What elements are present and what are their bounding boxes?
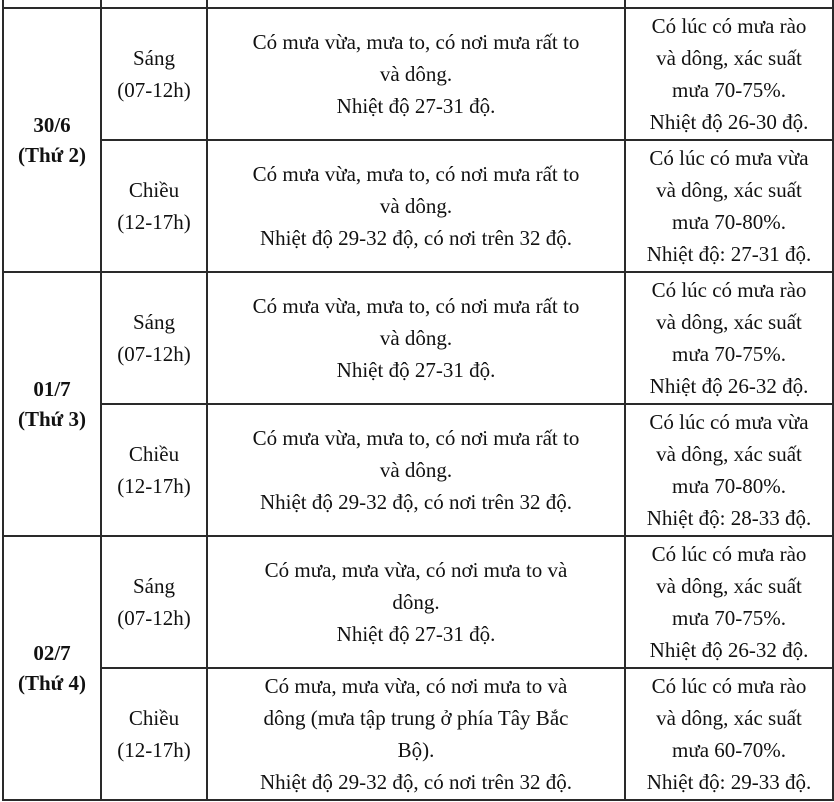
forecast-line: mưa 70-80%. [671,210,787,234]
weather-line: Nhiệt độ 27-31 độ. [336,622,496,646]
weather-line: và dông. [379,458,453,482]
weather-line: dông (mưa tập trung ở phía Tây Bắc [263,706,569,730]
weather-line: Nhiệt độ 27-31 độ. [336,94,496,118]
period-hours: (07-12h) [117,78,191,102]
forecast-cell [625,404,833,536]
forecast-line: và dông, xác suất [656,442,802,466]
forecast-line: Có lúc có mưa vừa [649,146,809,170]
forecast-line: Nhiệt độ: 28-33 độ. [646,506,812,530]
weather-line: dông. [392,590,440,614]
forecast-line: và dông, xác suất [656,706,802,730]
spacer-cell [207,0,625,8]
period-hours: (07-12h) [117,342,191,366]
table-row [3,668,833,800]
period-label: Chiều [128,442,180,466]
table-row [3,8,833,140]
forecast-line: Có lúc có mưa rào [651,278,807,302]
forecast-line: mưa 70-75%. [671,78,787,102]
day-date: 01/7 [33,377,71,401]
weather-line: Có mưa vừa, mưa to, có nơi mưa rất to [252,30,580,54]
forecast-cell [625,272,833,404]
day-cell [3,8,101,272]
spacer-cell [625,0,833,8]
forecast-line: và dông, xác suất [656,310,802,334]
table-row [3,404,833,536]
period-hours: (12-17h) [117,738,191,762]
weather-cell [207,404,625,536]
forecast-line: Có lúc có mưa vừa [649,410,809,434]
day-cell [3,536,101,800]
forecast-line: Có lúc có mưa rào [651,674,807,698]
forecast-cell [625,668,833,800]
forecast-line: Nhiệt độ 26-30 độ. [649,110,809,134]
weather-line: và dông. [379,326,453,350]
forecast-line: và dông, xác suất [656,178,802,202]
table-row [3,140,833,272]
forecast-line: Có lúc có mưa rào [651,542,807,566]
period-cell [101,668,207,800]
period-hours: (12-17h) [117,474,191,498]
period-hours: (07-12h) [117,606,191,630]
weather-line: Nhiệt độ 29-32 độ, có nơi trên 32 độ. [259,226,573,250]
forecast-line: và dông, xác suất [656,574,802,598]
weather-line: Có mưa, mưa vừa, có nơi mưa to và [264,674,568,698]
weather-line: Có mưa, mưa vừa, có nơi mưa to và [264,558,568,582]
day-cell [3,272,101,536]
weather-line: Có mưa vừa, mưa to, có nơi mưa rất to [252,162,580,186]
table-row [3,536,833,668]
day-date: 30/6 [33,113,71,137]
weather-line: Nhiệt độ 29-32 độ, có nơi trên 32 độ. [259,490,573,514]
period-label: Sáng [133,574,175,598]
period-cell [101,536,207,668]
forecast-cell [625,536,833,668]
forecast-line: mưa 70-75%. [671,606,787,630]
day-weekday: (Thứ 3) [17,407,87,431]
spacer-cell [101,0,207,8]
period-label: Sáng [133,310,175,334]
day-weekday: (Thứ 4) [17,671,87,695]
period-cell [101,404,207,536]
forecast-line: Có lúc có mưa rào [651,14,807,38]
forecast-line: Nhiệt độ 26-32 độ. [649,638,809,662]
period-cell [101,272,207,404]
forecast-table [2,0,834,801]
forecast-line: Nhiệt độ 26-32 độ. [649,374,809,398]
weather-cell [207,668,625,800]
weather-cell [207,272,625,404]
day-weekday: (Thứ 2) [17,143,87,167]
period-cell [101,8,207,140]
forecast-line: mưa 70-75%. [671,342,787,366]
forecast-line: mưa 60-70%. [671,738,787,762]
weather-cell [207,536,625,668]
forecast-cell [625,8,833,140]
forecast-line: Nhiệt độ: 27-31 độ. [646,242,812,266]
day-date: 02/7 [33,641,71,665]
weather-line: Nhiệt độ 27-31 độ. [336,358,496,382]
period-cell [101,140,207,272]
weather-line: Có mưa vừa, mưa to, có nơi mưa rất to [252,426,580,450]
weather-line: và dông. [379,194,453,218]
weather-line: và dông. [379,62,453,86]
period-label: Sáng [133,46,175,70]
weather-line: Nhiệt độ 29-32 độ, có nơi trên 32 độ. [259,770,573,794]
forecast-line: và dông, xác suất [656,46,802,70]
period-label: Chiều [128,178,180,202]
period-hours: (12-17h) [117,210,191,234]
spacer-cell [3,0,101,8]
weather-line: Có mưa vừa, mưa to, có nơi mưa rất to [252,294,580,318]
weather-line: Bộ). [397,738,435,762]
period-label: Chiều [128,706,180,730]
forecast-line: Nhiệt độ: 29-33 độ. [646,770,812,794]
weather-cell [207,140,625,272]
weather-cell [207,8,625,140]
table-row [3,0,833,8]
table-row [3,272,833,404]
forecast-cell [625,140,833,272]
forecast-line: mưa 70-80%. [671,474,787,498]
